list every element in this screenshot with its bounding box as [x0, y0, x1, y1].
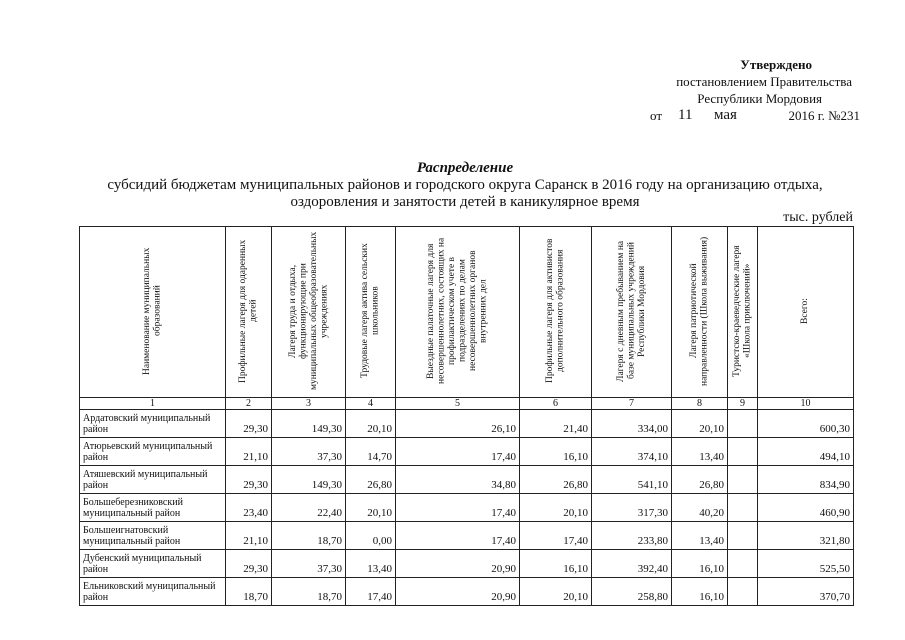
- table-cell: 17,40: [346, 578, 396, 606]
- header-cell: Наименование муниципальных образований: [80, 227, 226, 398]
- table-cell: 16,10: [520, 438, 592, 466]
- district-name: Большеберезниковский муниципальный район: [80, 494, 226, 522]
- table-cell: 16,10: [672, 550, 728, 578]
- approval-line-resolution: постановлением Правительства: [676, 74, 852, 89]
- header-cell: Лагеря с дневным пребыванием на базе муниципальных учреждений Республики Мордовия: [592, 227, 672, 398]
- approval-line-republic: Республики Мордовия: [697, 91, 822, 106]
- table-cell: 17,40: [520, 522, 592, 550]
- approval-day: 11: [678, 107, 693, 123]
- total-cell: 834,90: [758, 466, 854, 494]
- table-cell: 392,40: [592, 550, 672, 578]
- total-cell: 600,30: [758, 410, 854, 438]
- document-title: [60, 160, 870, 211]
- table-cell: 16,10: [672, 578, 728, 606]
- approval-month: мая: [714, 107, 737, 123]
- table-cell: 26,80: [672, 466, 728, 494]
- header-cell: Выездные палаточные лагеря для несовершеннолетних, состоящих на профилактическом учете в подразделениях по делам несовершеннолетних органов внутренних дел: [396, 227, 520, 398]
- column-number: 3: [272, 398, 346, 410]
- table-cell: 20,10: [672, 410, 728, 438]
- table-cell: 14,70: [346, 438, 396, 466]
- table-cell: 26,10: [396, 410, 520, 438]
- table-cell: 334,00: [592, 410, 672, 438]
- total-cell: 494,10: [758, 438, 854, 466]
- district-name: Большеигнатовский муниципальный район: [80, 522, 226, 550]
- table-cell: 29,30: [226, 550, 272, 578]
- district-name: Атяшевский муниципальный район: [80, 466, 226, 494]
- approval-block: [640, 56, 860, 124]
- column-number: 6: [520, 398, 592, 410]
- table-cell: 17,40: [396, 522, 520, 550]
- table-cell: 258,80: [592, 578, 672, 606]
- column-number: 7: [592, 398, 672, 410]
- column-number: 8: [672, 398, 728, 410]
- table-row: [80, 550, 854, 578]
- table-cell: 541,10: [592, 466, 672, 494]
- header-cell: Туристско-краеведческие лагеря «Школа приключений»: [728, 227, 758, 398]
- approval-date-prefix: от: [650, 108, 663, 123]
- table-row: [80, 494, 854, 522]
- table-cell: [728, 494, 758, 522]
- column-number: 5: [396, 398, 520, 410]
- table-row: [80, 410, 854, 438]
- table-cell: 149,30: [272, 410, 346, 438]
- district-name: Атюрьевский муниципальный район: [80, 438, 226, 466]
- header-cell: Профильные лагеря для активистов дополнительного образования: [520, 227, 592, 398]
- title-line-2: субсидий бюджетам муниципальных районов и городского округа Саранск в 2016 году на организацию отдыха,: [107, 177, 823, 193]
- column-number: 2: [226, 398, 272, 410]
- table-cell: 17,40: [396, 494, 520, 522]
- header-row: [80, 227, 854, 398]
- table-cell: 17,40: [396, 438, 520, 466]
- district-name: Ельниковский муниципальный район: [80, 578, 226, 606]
- district-name: Дубенский муниципальный район: [80, 550, 226, 578]
- header-cell: Всего:: [758, 227, 854, 398]
- total-cell: 370,70: [758, 578, 854, 606]
- table-cell: 20,90: [396, 578, 520, 606]
- table-cell: 374,10: [592, 438, 672, 466]
- header-cell: Лагеря труда и отдыха, функционирующие при муниципальных общеобразовательных учреждениях: [272, 227, 346, 398]
- table-cell: 16,10: [520, 550, 592, 578]
- table-cell: [728, 466, 758, 494]
- table-cell: 20,10: [520, 494, 592, 522]
- table-row: [80, 578, 854, 606]
- table-cell: 21,10: [226, 522, 272, 550]
- table-cell: 149,30: [272, 466, 346, 494]
- table-cell: 20,10: [346, 410, 396, 438]
- table-cell: 18,70: [226, 578, 272, 606]
- subsidy-table: [79, 226, 854, 606]
- table-cell: 20,10: [346, 494, 396, 522]
- table-cell: [728, 410, 758, 438]
- table-cell: [728, 550, 758, 578]
- table-cell: 20,90: [396, 550, 520, 578]
- total-cell: 321,80: [758, 522, 854, 550]
- column-number: 9: [728, 398, 758, 410]
- table-cell: 233,80: [592, 522, 672, 550]
- approval-year-number: 2016 г. №231: [788, 108, 860, 123]
- table-cell: 13,40: [346, 550, 396, 578]
- title-line-3: оздоровления и занятости детей в каникулярное время: [290, 194, 640, 210]
- table-cell: 29,30: [226, 466, 272, 494]
- total-cell: 460,90: [758, 494, 854, 522]
- title-heading: Распределение: [416, 160, 514, 176]
- table-cell: 317,30: [592, 494, 672, 522]
- table-row: [80, 438, 854, 466]
- table-cell: [728, 522, 758, 550]
- table-cell: 37,30: [272, 550, 346, 578]
- header-cell: Лагеря патриотической направленности (Школа выживания): [672, 227, 728, 398]
- column-number: 4: [346, 398, 396, 410]
- table-cell: 21,10: [226, 438, 272, 466]
- column-number: 1: [80, 398, 226, 410]
- table-cell: 13,40: [672, 522, 728, 550]
- table-cell: 26,80: [346, 466, 396, 494]
- table-cell: 20,10: [520, 578, 592, 606]
- table-cell: 34,80: [396, 466, 520, 494]
- table-cell: 21,40: [520, 410, 592, 438]
- table-cell: [728, 438, 758, 466]
- table-cell: 13,40: [672, 438, 728, 466]
- district-name: Ардатовский муниципальный район: [80, 410, 226, 438]
- table-cell: 26,80: [520, 466, 592, 494]
- table-cell: 18,70: [272, 522, 346, 550]
- table-cell: [728, 578, 758, 606]
- table-cell: 22,40: [272, 494, 346, 522]
- column-number: 10: [758, 398, 854, 410]
- approval-title: Утверждено: [740, 57, 812, 72]
- table-cell: 37,30: [272, 438, 346, 466]
- table-row: [80, 522, 854, 550]
- header-cell: Трудовые лагеря актива сельских школьников: [346, 227, 396, 398]
- table-cell: 40,20: [672, 494, 728, 522]
- table-cell: 0,00: [346, 522, 396, 550]
- table-cell: 18,70: [272, 578, 346, 606]
- approval-date-line: [640, 107, 860, 124]
- table-cell: 23,40: [226, 494, 272, 522]
- units-label: тыс. рублей: [783, 210, 853, 225]
- column-number-row: [80, 398, 854, 410]
- total-cell: 525,50: [758, 550, 854, 578]
- header-cell: Профильные лагеря для одаренных детей: [226, 227, 272, 398]
- table-cell: 29,30: [226, 410, 272, 438]
- table-row: [80, 466, 854, 494]
